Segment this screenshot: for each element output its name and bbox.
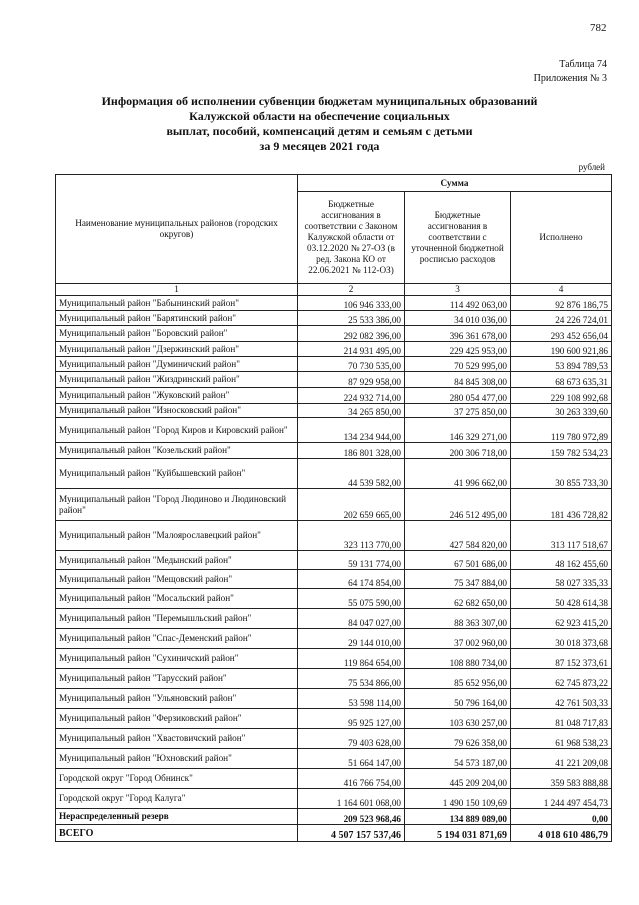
table-number: Таблица 74 bbox=[559, 59, 607, 70]
row-executed: 0,00 bbox=[511, 809, 612, 825]
row-law-allocation: 25 533 386,00 bbox=[298, 311, 405, 326]
row-executed: 30 855 733,30 bbox=[511, 459, 612, 489]
row-executed: 1 244 497 454,73 bbox=[511, 789, 612, 809]
appendix-number: Приложения № 3 bbox=[533, 73, 607, 84]
table-row bbox=[56, 418, 612, 443]
header-sum-column: Сумма bbox=[298, 175, 612, 192]
row-law-allocation: 95 925 127,00 bbox=[298, 709, 405, 729]
header-executed: Исполнено bbox=[511, 192, 612, 284]
table-row bbox=[56, 388, 612, 404]
row-refined-allocation: 75 347 884,00 bbox=[405, 570, 511, 589]
table-row bbox=[56, 404, 612, 418]
row-name: Муниципальный район "Город Людиново и Людиновский район" bbox=[56, 489, 298, 521]
header-number-4: 4 bbox=[511, 284, 612, 296]
row-name: Муниципальный район "Козельский район" bbox=[56, 443, 298, 459]
row-executed: 61 968 538,23 bbox=[511, 729, 612, 749]
row-executed: 92 876 186,75 bbox=[511, 296, 612, 311]
row-refined-allocation: 34 010 036,00 bbox=[405, 311, 511, 326]
row-refined-allocation: 445 209 204,00 bbox=[405, 769, 511, 789]
row-executed: 30 263 339,60 bbox=[511, 404, 612, 418]
table-row bbox=[56, 809, 612, 825]
row-refined-allocation: 103 630 257,00 bbox=[405, 709, 511, 729]
row-name: Муниципальный район "Думиничский район" bbox=[56, 357, 298, 372]
table-row bbox=[56, 489, 612, 521]
row-executed: 293 452 656,04 bbox=[511, 326, 612, 342]
table-row bbox=[56, 311, 612, 326]
row-executed: 58 027 335,33 bbox=[511, 570, 612, 589]
table-row bbox=[56, 459, 612, 489]
row-refined-allocation: 280 054 477,00 bbox=[405, 388, 511, 404]
row-name: Муниципальный район "Бабынинский район" bbox=[56, 296, 298, 311]
row-executed: 4 018 610 486,79 bbox=[511, 825, 612, 842]
row-refined-allocation: 85 652 956,00 bbox=[405, 669, 511, 689]
row-executed: 87 152 373,61 bbox=[511, 649, 612, 669]
row-refined-allocation: 229 425 953,00 bbox=[405, 342, 511, 357]
row-executed: 53 894 789,53 bbox=[511, 357, 612, 372]
row-law-allocation: 134 234 944,00 bbox=[298, 418, 405, 443]
row-name: Муниципальный район "Боровский район" bbox=[56, 326, 298, 342]
row-law-allocation: 292 082 396,00 bbox=[298, 326, 405, 342]
row-name: Муниципальный район "Жиздринский район" bbox=[56, 372, 298, 388]
row-refined-allocation: 5 194 031 871,69 bbox=[405, 825, 511, 842]
row-name: Муниципальный район "Медынский район" bbox=[56, 551, 298, 570]
row-law-allocation: 224 932 714,00 bbox=[298, 388, 405, 404]
row-executed: 50 428 614,38 bbox=[511, 589, 612, 609]
table-row bbox=[56, 443, 612, 459]
row-name: Муниципальный район "Тарусский район" bbox=[56, 669, 298, 689]
table-row bbox=[56, 609, 612, 629]
row-refined-allocation: 134 889 089,00 bbox=[405, 809, 511, 825]
table-row bbox=[56, 749, 612, 769]
row-executed: 41 221 209,08 bbox=[511, 749, 612, 769]
row-name: Муниципальный район "Перемышльский район" bbox=[56, 609, 298, 629]
table-row bbox=[56, 551, 612, 570]
table-row bbox=[56, 669, 612, 689]
row-executed: 48 162 455,60 bbox=[511, 551, 612, 570]
row-law-allocation: 84 047 027,00 bbox=[298, 609, 405, 629]
row-name: Муниципальный район "Барятинский район" bbox=[56, 311, 298, 326]
row-refined-allocation: 79 626 358,00 bbox=[405, 729, 511, 749]
row-refined-allocation: 200 306 718,00 bbox=[405, 443, 511, 459]
row-name: Городской округ "Город Калуга" bbox=[56, 789, 298, 809]
row-refined-allocation: 54 573 187,00 bbox=[405, 749, 511, 769]
row-refined-allocation: 50 796 164,00 bbox=[405, 689, 511, 709]
row-executed: 42 761 503,33 bbox=[511, 689, 612, 709]
row-law-allocation: 87 929 958,00 bbox=[298, 372, 405, 388]
row-name: Муниципальный район "Хвастовичский район" bbox=[56, 729, 298, 749]
table-row bbox=[56, 570, 612, 589]
row-refined-allocation: 62 682 650,00 bbox=[405, 589, 511, 609]
row-law-allocation: 106 946 333,00 bbox=[298, 296, 405, 311]
row-refined-allocation: 84 845 308,00 bbox=[405, 372, 511, 388]
row-name: Муниципальный район "Малоярославецкий район" bbox=[56, 521, 298, 551]
row-executed: 159 782 534,23 bbox=[511, 443, 612, 459]
row-name: Муниципальный район "Мосальский район" bbox=[56, 589, 298, 609]
subvention-table bbox=[55, 174, 612, 842]
row-law-allocation: 202 659 665,00 bbox=[298, 489, 405, 521]
row-executed: 62 745 873,22 bbox=[511, 669, 612, 689]
header-law-allocations: Бюджетные ассигнования в соответствии с Законом Калужской области от 03.12.2020 № 27-ОЗ (в ред. Закона КО от 22.06.2021 № 112-ОЗ) bbox=[298, 192, 405, 284]
row-name: ВСЕГО bbox=[56, 825, 298, 842]
document-title bbox=[40, 94, 599, 154]
row-name: Муниципальный район "Спас-Деменский район" bbox=[56, 629, 298, 649]
row-executed: 62 923 415,20 bbox=[511, 609, 612, 629]
row-executed: 229 108 992,68 bbox=[511, 388, 612, 404]
row-law-allocation: 79 403 628,00 bbox=[298, 729, 405, 749]
row-name: Муниципальный район "Сухиничский район" bbox=[56, 649, 298, 669]
table-row bbox=[56, 689, 612, 709]
row-executed: 181 436 728,82 bbox=[511, 489, 612, 521]
header-number-3: 3 bbox=[405, 284, 511, 296]
table-row bbox=[56, 326, 612, 342]
row-law-allocation: 53 598 114,00 bbox=[298, 689, 405, 709]
row-law-allocation: 1 164 601 068,00 bbox=[298, 789, 405, 809]
row-name: Муниципальный район "Ульяновский район" bbox=[56, 689, 298, 709]
row-law-allocation: 51 664 147,00 bbox=[298, 749, 405, 769]
row-name: Муниципальный район "Жуковский район" bbox=[56, 388, 298, 404]
table-row bbox=[56, 589, 612, 609]
row-law-allocation: 70 730 535,00 bbox=[298, 357, 405, 372]
row-name: Муниципальный район "Дзержинский район" bbox=[56, 342, 298, 357]
row-name: Муниципальный район "Куйбышевский район" bbox=[56, 459, 298, 489]
row-law-allocation: 416 766 754,00 bbox=[298, 769, 405, 789]
row-law-allocation: 119 864 654,00 bbox=[298, 649, 405, 669]
table-row bbox=[56, 729, 612, 749]
row-executed: 81 048 717,83 bbox=[511, 709, 612, 729]
title-line-1: Информация об исполнении субвенции бюджетам муниципальных образований bbox=[101, 94, 538, 108]
row-refined-allocation: 70 529 995,00 bbox=[405, 357, 511, 372]
row-law-allocation: 44 539 582,00 bbox=[298, 459, 405, 489]
title-line-2: Калужской области на обеспечение социальных bbox=[189, 109, 450, 123]
table-row bbox=[56, 629, 612, 649]
row-name: Муниципальный район "Мещовский район" bbox=[56, 570, 298, 589]
table-row bbox=[56, 521, 612, 551]
row-law-allocation: 323 113 770,00 bbox=[298, 521, 405, 551]
table-row bbox=[56, 357, 612, 372]
row-refined-allocation: 246 512 495,00 bbox=[405, 489, 511, 521]
header-number-1: 1 bbox=[56, 284, 298, 296]
row-name: Нераспределенный резерв bbox=[56, 809, 298, 825]
row-refined-allocation: 37 002 960,00 bbox=[405, 629, 511, 649]
row-refined-allocation: 396 361 678,00 bbox=[405, 326, 511, 342]
table-reference bbox=[534, 58, 607, 86]
title-line-3: выплат, пособий, компенсаций детям и семьям с детьми bbox=[166, 124, 473, 138]
page-number: 782 bbox=[590, 22, 607, 34]
row-refined-allocation: 427 584 820,00 bbox=[405, 521, 511, 551]
table-body bbox=[56, 296, 612, 842]
row-refined-allocation: 114 492 063,00 bbox=[405, 296, 511, 311]
table-row bbox=[56, 296, 612, 311]
row-executed: 24 226 724,01 bbox=[511, 311, 612, 326]
row-executed: 313 117 518,67 bbox=[511, 521, 612, 551]
row-law-allocation: 34 265 850,00 bbox=[298, 404, 405, 418]
row-law-allocation: 29 144 010,00 bbox=[298, 629, 405, 649]
row-name: Муниципальный район "Город Киров и Кировский район" bbox=[56, 418, 298, 443]
header-name-column: Наименование муниципальных районов (городских округов) bbox=[56, 175, 298, 284]
row-refined-allocation: 67 501 686,00 bbox=[405, 551, 511, 570]
table-row bbox=[56, 825, 612, 842]
row-executed: 359 583 888,88 bbox=[511, 769, 612, 789]
row-refined-allocation: 108 880 734,00 bbox=[405, 649, 511, 669]
row-name: Муниципальный район "Ферзиковский район" bbox=[56, 709, 298, 729]
table-row bbox=[56, 342, 612, 357]
row-law-allocation: 209 523 968,46 bbox=[298, 809, 405, 825]
row-executed: 30 018 373,68 bbox=[511, 629, 612, 649]
table-row bbox=[56, 649, 612, 669]
row-executed: 190 600 921,86 bbox=[511, 342, 612, 357]
table-row bbox=[56, 789, 612, 809]
table-row bbox=[56, 769, 612, 789]
row-law-allocation: 59 131 774,00 bbox=[298, 551, 405, 570]
row-name: Городской округ "Город Обнинск" bbox=[56, 769, 298, 789]
row-law-allocation: 55 075 590,00 bbox=[298, 589, 405, 609]
row-law-allocation: 64 174 854,00 bbox=[298, 570, 405, 589]
header-refined-allocations: Бюджетные ассигнования в соответствии с уточненной бюджетной росписью расходов bbox=[405, 192, 511, 284]
row-refined-allocation: 41 996 662,00 bbox=[405, 459, 511, 489]
table-row bbox=[56, 709, 612, 729]
header-number-2: 2 bbox=[298, 284, 405, 296]
row-law-allocation: 214 931 495,00 bbox=[298, 342, 405, 357]
row-name: Муниципальный район "Износковский район" bbox=[56, 404, 298, 418]
row-refined-allocation: 1 490 150 109,69 bbox=[405, 789, 511, 809]
row-name: Муниципальный район "Юхновский район" bbox=[56, 749, 298, 769]
row-refined-allocation: 146 329 271,00 bbox=[405, 418, 511, 443]
table-row bbox=[56, 372, 612, 388]
row-executed: 68 673 635,31 bbox=[511, 372, 612, 388]
row-executed: 119 780 972,89 bbox=[511, 418, 612, 443]
title-line-4: за 9 месяцев 2021 года bbox=[259, 139, 380, 153]
unit-label: рублей bbox=[578, 162, 605, 172]
row-law-allocation: 186 801 328,00 bbox=[298, 443, 405, 459]
row-refined-allocation: 37 275 850,00 bbox=[405, 404, 511, 418]
row-law-allocation: 75 534 866,00 bbox=[298, 669, 405, 689]
row-refined-allocation: 88 363 307,00 bbox=[405, 609, 511, 629]
row-law-allocation: 4 507 157 537,46 bbox=[298, 825, 405, 842]
